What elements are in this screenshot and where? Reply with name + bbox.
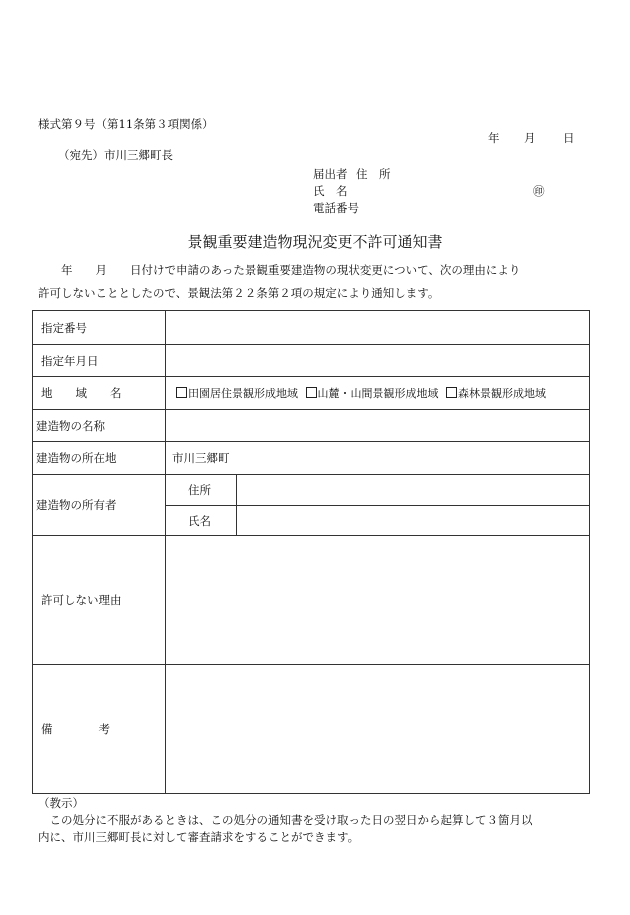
intro-line-1: 年 月 日付けで申請のあった景観重要建造物の現状変更について、次の理由により	[38, 263, 521, 277]
building-location-value[interactable]: 市川三郷町	[166, 442, 590, 475]
building-owner-label: 建造物の所有者	[33, 475, 166, 536]
applicant-name-label: 氏 名	[313, 184, 348, 198]
applicant-label: 届出者	[313, 167, 348, 181]
designation-number-value[interactable]	[166, 311, 590, 345]
designation-date-value[interactable]	[166, 345, 590, 377]
building-name-value[interactable]	[166, 410, 590, 442]
area-options	[166, 377, 590, 410]
owner-address-value[interactable]	[237, 475, 590, 506]
area-option-mountain[interactable]	[306, 387, 439, 400]
reason-label: 許可しない理由	[33, 536, 166, 665]
area-option-forest-label: 森林景観形成地域	[458, 387, 546, 400]
notice-heading: （教示）	[38, 796, 84, 810]
document-title: 景観重要建造物現況変更不許可通知書	[187, 233, 443, 251]
date-month: 月	[524, 131, 536, 145]
row-building-owner-address	[33, 475, 590, 506]
designation-date-label: 指定年月日	[33, 345, 166, 377]
date-year: 年	[488, 131, 500, 145]
area-label: 地 域 名	[33, 377, 166, 410]
row-reason	[33, 536, 590, 665]
date-day: 日	[563, 131, 575, 145]
intro-line-2: 許可しないこととしたので、景観法第２２条第２項の規定により通知します。	[38, 286, 440, 300]
row-building-name	[33, 410, 590, 442]
area-option-rural[interactable]	[176, 387, 298, 400]
row-building-location	[33, 442, 590, 475]
row-designation-number	[33, 311, 590, 345]
checkbox-icon[interactable]	[446, 387, 457, 398]
owner-address-label: 住所	[166, 475, 237, 506]
area-option-mountain-label: 山麓・山間景観形成地域	[317, 387, 439, 400]
row-area	[33, 377, 590, 410]
addressee: （宛先）市川三郷町長	[58, 148, 173, 162]
checkbox-icon[interactable]	[176, 387, 187, 398]
applicant-phone-label: 電話番号	[313, 201, 359, 215]
checkbox-icon[interactable]	[306, 387, 317, 398]
building-name-label: 建造物の名称	[33, 410, 166, 442]
area-option-rural-label: 田園居住景観形成地域	[188, 387, 298, 400]
owner-name-value[interactable]	[237, 506, 590, 536]
row-remarks	[33, 665, 590, 794]
building-location-label: 建造物の所在地	[33, 442, 166, 475]
owner-name-label: 氏名	[166, 506, 237, 536]
row-designation-date	[33, 345, 590, 377]
applicant-address-label: 住 所	[356, 167, 391, 181]
notice-line-1: この処分に不服があるときは、この処分の通知書を受け取った日の翌日から起算して３箇月以	[38, 813, 533, 827]
designation-number-label: 指定番号	[33, 311, 166, 345]
remarks-value[interactable]	[166, 665, 590, 794]
form-table	[32, 310, 590, 794]
area-option-forest[interactable]	[446, 387, 546, 400]
remarks-label: 備 考	[33, 665, 166, 794]
form-code: 様式第９号（第11条第３項関係）	[38, 117, 214, 131]
reason-value[interactable]	[166, 536, 590, 665]
seal-mark: ㊞	[533, 184, 545, 198]
notice-line-2: 内に、市川三郷町長に対して審査請求をすることができます。	[38, 830, 360, 844]
